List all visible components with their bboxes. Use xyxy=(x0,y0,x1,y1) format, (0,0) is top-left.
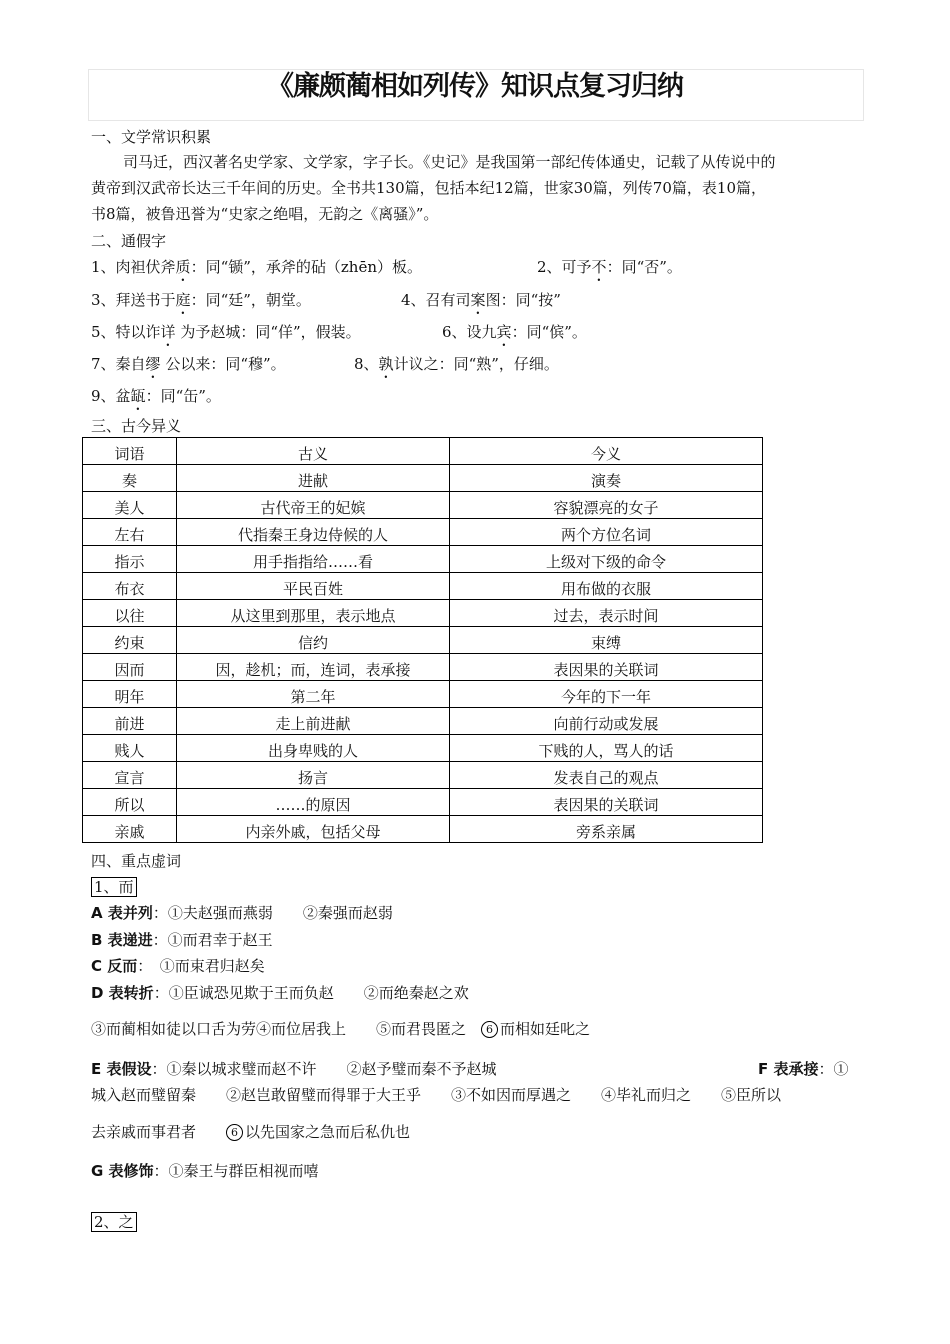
table-cell: 因，趁机；而，连词，表承接 xyxy=(177,654,450,681)
section1-heading: 一、文学常识积累 xyxy=(91,128,212,146)
table-cell: 布衣 xyxy=(83,573,177,600)
tongjia-char: 庭 xyxy=(175,291,191,309)
table-cell: 用手指指给……看 xyxy=(177,546,450,573)
tongjia-text: 8、 xyxy=(354,355,379,373)
page-title: 《廉颇蔺相如列传》知识点复习归纳 xyxy=(267,71,683,102)
table-cell: 指示 xyxy=(83,546,177,573)
circled-number: 6 xyxy=(481,1021,498,1038)
table-cell: 旁系亲属 xyxy=(450,816,763,843)
usage-text: ： ①而束君归赵矣 xyxy=(137,957,265,975)
table-row xyxy=(83,681,763,708)
usage-text: ：① xyxy=(818,1060,849,1078)
tongjia-item-1 xyxy=(91,257,422,285)
boxed-label: 2、之 xyxy=(91,1212,137,1232)
table-cell: 第二年 xyxy=(177,681,450,708)
tongjia-text: 公以来：同“穆”。 xyxy=(160,355,286,373)
tongjia-text: ：同“廷”，朝堂。 xyxy=(190,291,311,309)
table-row xyxy=(83,546,763,573)
table-cell: 明年 xyxy=(83,681,177,708)
tongjia-item-3 xyxy=(91,290,311,318)
tongjia-char: 详 xyxy=(160,323,176,341)
tongjia-item-8 xyxy=(354,354,559,382)
table-cell: 束缚 xyxy=(450,627,763,654)
table-cell: 所以 xyxy=(83,789,177,816)
section3-heading: 三、古今异义 xyxy=(91,417,182,435)
tongjia-text: ：同“锧”，承斧的砧（zhēn）板。 xyxy=(190,258,423,276)
table-cell: 向前行动或发展 xyxy=(450,708,763,735)
tongjia-text: 7、秦自 xyxy=(91,355,146,373)
table-cell: 走上前进献 xyxy=(177,708,450,735)
table-row xyxy=(83,762,763,789)
usage-text: ：①秦王与群臣相视而嘻 xyxy=(153,1162,319,1180)
table-cell: 下贱的人，骂人的话 xyxy=(450,735,763,762)
table-cell: ……的原因 xyxy=(177,789,450,816)
tongjia-text: ：同“否”。 xyxy=(606,258,682,276)
xuci-er-heading xyxy=(91,877,137,897)
usage-label: E 表假设 xyxy=(91,1060,152,1078)
usage-a xyxy=(91,903,393,923)
tongjia-item-2 xyxy=(537,257,682,285)
tongjia-char: 孰 xyxy=(378,355,394,373)
table-cell: 两个方位名词 xyxy=(450,519,763,546)
table-row xyxy=(83,492,763,519)
table-cell: 代指秦王身边侍候的人 xyxy=(177,519,450,546)
table-cell: 今年的下一年 xyxy=(450,681,763,708)
table-cell: 演奏 xyxy=(450,465,763,492)
usage-e xyxy=(91,1059,497,1079)
tongjia-text: 9、盆 xyxy=(91,387,131,405)
tongjia-item-7 xyxy=(91,354,286,382)
usage-label: B 表递进 xyxy=(91,931,153,949)
tongjia-char: 缻 xyxy=(130,387,146,405)
table-cell: 前进 xyxy=(83,708,177,735)
table-cell: 过去，表示时间 xyxy=(450,600,763,627)
circled-number: 6 xyxy=(226,1124,243,1141)
tongjia-item-5 xyxy=(91,322,361,350)
usage-text: ：①夫赵强而燕弱 ②秦强而赵弱 xyxy=(152,904,393,922)
usage-g xyxy=(91,1161,319,1181)
table-cell: 表因果的关联词 xyxy=(450,654,763,681)
usage-text: ：①臣诚恐见欺于王而负赵 ②而绝秦赵之欢 xyxy=(153,984,469,1002)
table-row xyxy=(83,789,763,816)
table-cell: 内亲外戚，包括父母 xyxy=(177,816,450,843)
tongjia-item-4 xyxy=(401,290,561,318)
table-cell: 出身卑贱的人 xyxy=(177,735,450,762)
table-cell: 贱人 xyxy=(83,735,177,762)
table-cell: 平民百姓 xyxy=(177,573,450,600)
table-header-cell: 词语 xyxy=(83,438,177,465)
usage-b xyxy=(91,930,273,950)
tongjia-text: 5、特以诈 xyxy=(91,323,161,341)
section4-heading: 四、重点虚词 xyxy=(91,852,182,870)
table-header-row xyxy=(83,438,763,465)
tongjia-char: 宾 xyxy=(496,323,512,341)
table-row xyxy=(83,627,763,654)
table-cell: 亲戚 xyxy=(83,816,177,843)
table-row xyxy=(83,600,763,627)
tongjia-char: 案 xyxy=(470,291,486,309)
usage-d-cont xyxy=(91,1019,590,1039)
tongjia-char: 质 xyxy=(175,258,191,276)
table-cell: 上级对下级的命令 xyxy=(450,546,763,573)
usage-text: 去亲戚而事君者 xyxy=(91,1123,197,1141)
table-cell: 表因果的关联词 xyxy=(450,789,763,816)
table-cell: 扬言 xyxy=(177,762,450,789)
usage-f-cont2 xyxy=(91,1122,410,1142)
tongjia-char: 不 xyxy=(591,258,607,276)
tongjia-item-6 xyxy=(442,322,587,350)
boxed-label: 1、而 xyxy=(91,877,137,897)
table-row xyxy=(83,654,763,681)
usage-text: 以先国家之急而后私仇也 xyxy=(245,1123,411,1141)
section1-line1: 司马迁，西汉著名史学家、文学家，字子长。《史记》是我国第一部纪传体通史，记载了从传说中的 xyxy=(123,153,776,171)
table-cell: 奏 xyxy=(83,465,177,492)
tongjia-text: ：同“傧”。 xyxy=(511,323,587,341)
table-cell: 宣言 xyxy=(83,762,177,789)
usage-label: D 表转折 xyxy=(91,984,154,1002)
usage-text: ：①秦以城求璧而赵不许 ②赵予璧而秦不予赵城 xyxy=(151,1060,497,1078)
table-cell: 以往 xyxy=(83,600,177,627)
table-row xyxy=(83,573,763,600)
tongjia-text: 3、拜送书于 xyxy=(91,291,176,309)
table-cell: 用布做的衣服 xyxy=(450,573,763,600)
table-cell: 发表自己的观点 xyxy=(450,762,763,789)
table-row xyxy=(83,708,763,735)
tongjia-text: 为予赵城：同“佯”，假装。 xyxy=(175,323,361,341)
usage-label: C 反而 xyxy=(91,957,138,975)
table-cell: 左右 xyxy=(83,519,177,546)
tongjia-text: 4、召有司 xyxy=(401,291,471,309)
tongjia-text: 计议之：同“熟”，仔细。 xyxy=(393,355,559,373)
usage-c xyxy=(91,956,265,976)
usage-label: G 表修饰 xyxy=(91,1162,154,1180)
section2-heading: 二、通假字 xyxy=(91,232,167,250)
table-cell: 信约 xyxy=(177,627,450,654)
usage-text: ：①而君幸于赵王 xyxy=(152,931,273,949)
xuci-zhi-heading xyxy=(91,1212,137,1232)
table-header-cell: 今义 xyxy=(450,438,763,465)
usage-label: F 表承接 xyxy=(758,1060,819,1078)
tongjia-text: 6、设九 xyxy=(442,323,497,341)
gujin-table xyxy=(82,437,763,843)
usage-text: ③而蔺相如徒以口舌为劳④而位居我上 ⑤而君畏匿之 xyxy=(91,1020,467,1038)
table-cell: 因而 xyxy=(83,654,177,681)
tongjia-text: 1、肉袒伏斧 xyxy=(91,258,176,276)
table-cell: 美人 xyxy=(83,492,177,519)
tongjia-text: ：同“缶”。 xyxy=(145,387,221,405)
table-row xyxy=(83,519,763,546)
usage-text: 而相如廷叱之 xyxy=(500,1020,591,1038)
tongjia-char: 缪 xyxy=(145,355,161,373)
usage-f xyxy=(758,1059,849,1079)
usage-d xyxy=(91,983,469,1003)
table-cell: 约束 xyxy=(83,627,177,654)
table-header-cell: 古义 xyxy=(177,438,450,465)
tongjia-item-9 xyxy=(91,386,221,414)
usage-f-cont: 城入赵而璧留秦 ②赵岂敢留璧而得罪于大王乎 ③不如因而厚遇之 ④毕礼而归之 ⑤臣所以 xyxy=(91,1086,782,1104)
table-row xyxy=(83,465,763,492)
usage-label: A 表并列 xyxy=(91,904,153,922)
table-cell: 从这里到那里，表示地点 xyxy=(177,600,450,627)
tongjia-text: 图：同“按” xyxy=(485,291,561,309)
table-row xyxy=(83,816,763,843)
table-cell: 容貌漂亮的女子 xyxy=(450,492,763,519)
section1-line3: 书8篇，被鲁迅誉为“史家之绝唱，无韵之《离骚》”。 xyxy=(91,205,439,223)
table-cell: 古代帝王的妃嫔 xyxy=(177,492,450,519)
section1-line2: 黄帝到汉武帝长达三千年间的历史。全书共130篇，包括本纪12篇，世家30篇，列传70篇，表10篇， xyxy=(91,179,766,197)
tongjia-text: 2、可予 xyxy=(537,258,592,276)
table-row xyxy=(83,735,763,762)
table-cell: 进献 xyxy=(177,465,450,492)
